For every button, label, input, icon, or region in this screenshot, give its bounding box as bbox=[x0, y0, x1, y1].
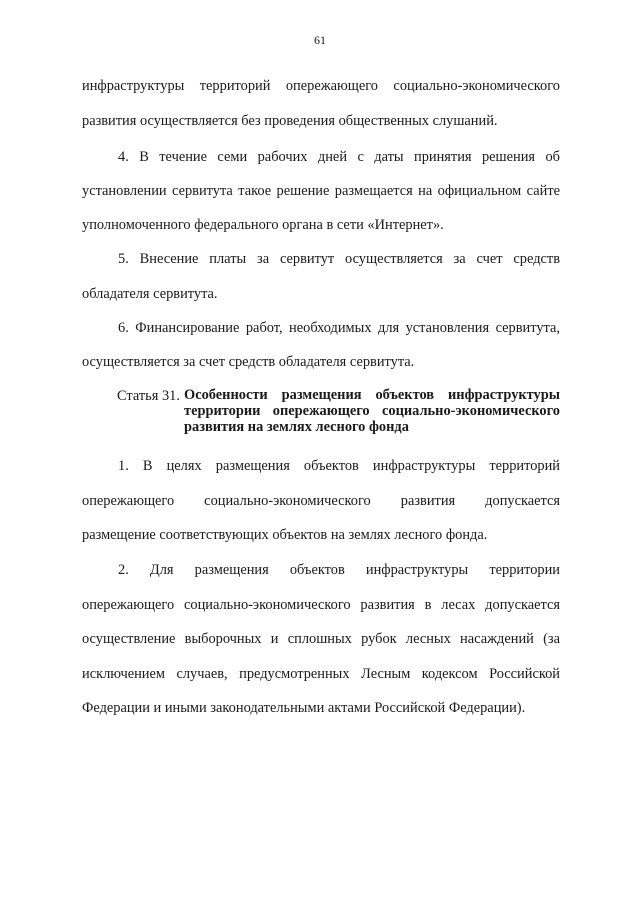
article-title bbox=[184, 387, 560, 435]
paragraph-line: 6. Финансирование работ, необходимых для установления сервитута, bbox=[118, 320, 560, 336]
paragraph-line: опережающего социально-экономического развития допускается bbox=[82, 493, 560, 509]
paragraph-line: обладателя сервитута. bbox=[82, 286, 218, 302]
paragraph-line: опережающего социально-экономического развития в лесах допускается bbox=[82, 597, 560, 613]
article-label: Статья 31. bbox=[117, 388, 180, 404]
paragraph-line: 4. В течение семи рабочих дней с даты принятия решения об bbox=[118, 149, 560, 165]
paragraph-line: уполномоченного федерального органа в сети «Интернет». bbox=[82, 217, 444, 233]
page-number: 61 bbox=[314, 33, 326, 47]
article-title-line: территории опережающего социально-экономического bbox=[184, 403, 560, 419]
paragraph-line: осуществление выборочных и сплошных рубок лесных насаждений (за bbox=[82, 631, 560, 647]
paragraph-line: 1. В целях размещения объектов инфраструктуры территорий bbox=[118, 458, 560, 474]
paragraph-line: инфраструктуры территорий опережающего социально-экономического bbox=[82, 78, 560, 94]
paragraph-line: Федерации и иными законодательными актами Российской Федерации). bbox=[82, 700, 526, 716]
paragraph-line: развития осуществляется без проведения общественных слушаний. bbox=[82, 113, 498, 129]
article-title-line: Особенности размещения объектов инфраструктуры bbox=[184, 387, 560, 403]
paragraph-line: установлении сервитута такое решение размещается на официальном сайте bbox=[82, 183, 560, 199]
paragraph-line: исключением случаев, предусмотренных Лесным кодексом Российской bbox=[82, 666, 560, 682]
paragraph-line: 5. Внесение платы за сервитут осуществляется за счет средств bbox=[118, 251, 560, 267]
paragraph-line: осуществляется за счет средств обладателя сервитута. bbox=[82, 354, 415, 370]
paragraph-line: 2. Для размещения объектов инфраструктуры территории bbox=[118, 562, 560, 578]
paragraph-line: размещение соответствующих объектов на землях лесного фонда. bbox=[82, 527, 488, 543]
article-title-line: развития на землях лесного фонда bbox=[184, 419, 409, 435]
